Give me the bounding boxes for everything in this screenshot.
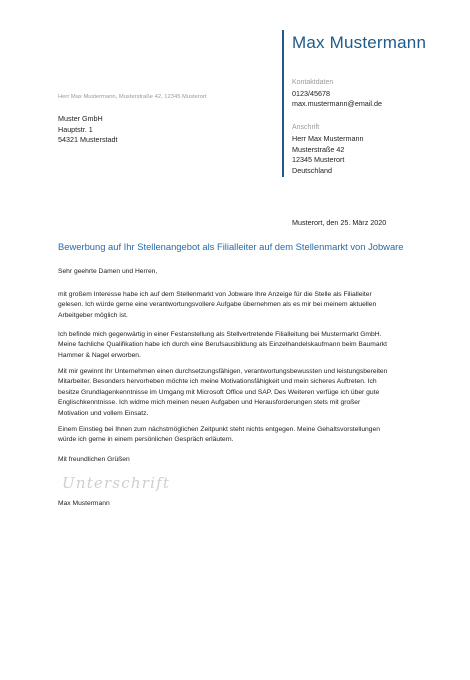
body-paragraph: [58, 290, 442, 321]
paragraph-line: mit großem Interesse habe ich auf dem Stellenmarkt von Jobware Ihre Anzeige für die Stelle als Filialleiter: [58, 291, 372, 298]
body-paragraph: [58, 330, 442, 361]
sender-address-line: Deutschland: [292, 165, 332, 175]
closing-phrase: Mit freundlichen Grüßen: [58, 456, 130, 463]
recipient-address-line: Hauptstr. 1: [58, 124, 93, 134]
recipient-address-line: 54321 Musterstadt: [58, 135, 118, 145]
body-paragraph: [58, 367, 442, 419]
paragraph-line: Motivation und vollem Einsatz.: [58, 409, 149, 417]
sender-address-line: Herr Max Mustermann: [292, 134, 364, 143]
paragraph-line: Arbeitgeber möglich ist.: [58, 311, 128, 319]
subject-line: Bewerbung auf Ihr Stellenangebot als Filialleiter auf dem Stellenmarkt von Jobware: [58, 241, 404, 252]
recipient-address-line: Muster GmbH: [58, 114, 103, 123]
paragraph-line: Hammer & Nagel erworben.: [58, 351, 141, 359]
paragraph-line: Mitarbeiter. Besonders hervorheben möchte ich meine Motivationsfähigkeit und mein sicheres Auftreten. Ich: [58, 378, 377, 386]
date-line: Musterort, den 25. März 2020: [292, 218, 387, 227]
paragraph-line: gelesen. Ich würde gerne eine verantwortungsvollere Aufgabe übernehmen als es mir bei meinem aktuellen: [58, 301, 377, 309]
sender-address-block: [292, 134, 364, 176]
paragraph-line: Meine fachliche Qualifikation habe ich durch eine Berufsausbildung als Einzelhandelskaufmann beim Baumarkt: [58, 341, 387, 349]
paragraph-line: Ich befinde mich gegenwärtig in einer Festanstellung als Stellvertretende Filialleitung bei Mustermarkt GmbH.: [58, 331, 382, 338]
return-address-line: Herr Max Mustermann, Musterstraße 42, 12345 Musterort: [58, 94, 207, 100]
paragraph-line: Englischkenntnisse. Ich widme mich meinen neuen Aufgaben und Herausforderungen stets mit großer: [58, 399, 361, 407]
sender-name-title: Max Mustermann: [292, 33, 427, 52]
header-divider-line: [282, 30, 284, 177]
sender-address-line: Musterstraße 42: [292, 144, 345, 154]
contact-phone: 0123/45678: [292, 89, 330, 98]
contact-label: Kontaktdaten: [292, 79, 334, 86]
body-paragraph: [58, 425, 442, 446]
signature-image: Unterschrift: [62, 474, 171, 492]
salutation: Sehr geehrte Damen und Herren,: [58, 268, 158, 275]
contact-email: max.mustermann@email.de: [292, 99, 382, 108]
paragraph-line: Einem Einstieg bei Ihnen zum nächstmöglichen Zeitpunkt steht nichts entgegen. Meine Gehaltsvorstellungen: [58, 426, 380, 433]
paragraph-line: besitze Grundlagenkenntnisse im Umgang mit Microsoft Office und SAP. Des Weiteren verfüge ich über gute: [58, 388, 380, 396]
sender-address-line: 12345 Musterort: [292, 155, 345, 165]
paragraph-line: Mit mir gewinnt Ihr Unternehmen einen durchsetzungsfähigen, verantwortungsbewussten und leistungsbereiten: [58, 368, 388, 375]
recipient-address-block: [58, 114, 118, 146]
paragraph-line: würde ich gerne in einem persönlichen Gespräch erläutern.: [58, 436, 234, 444]
signature-name: Max Mustermann: [58, 500, 110, 507]
address-label: Anschrift: [292, 124, 320, 131]
